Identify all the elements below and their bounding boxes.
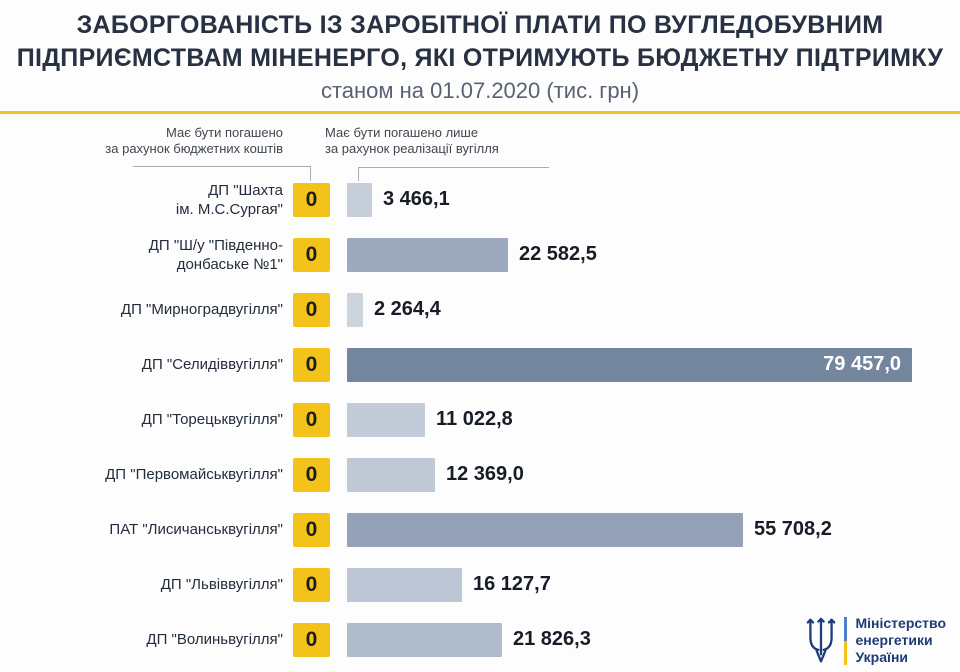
- chart-row: [0, 227, 960, 282]
- bar-container: [347, 348, 912, 382]
- column-header-coal: [325, 125, 499, 157]
- bar-container: [347, 403, 513, 437]
- logo-divider-yellow: [844, 641, 847, 665]
- column-header-coal-line1: Має бути погашено лише: [325, 125, 479, 140]
- debt-bar: [347, 238, 508, 272]
- budget-zero-badge: 0: [293, 458, 330, 492]
- budget-zero-badge: 0: [293, 568, 330, 602]
- bar-value-label: 11 022,8: [436, 408, 513, 430]
- chart-row: [0, 172, 960, 227]
- budget-zero-badge: 0: [293, 238, 330, 272]
- budget-zero-badge: 0: [293, 348, 330, 382]
- page-title-line2: ПІДПРИЄМСТВАМ МІНЕНЕРГО, ЯКІ ОТРИМУЮТЬ БЮДЖЕТНУ ПІДТРИМКУ: [16, 44, 944, 72]
- debt-bar: [347, 183, 372, 217]
- bar-value-label: 16 127,7: [473, 573, 551, 595]
- title-block: [0, 0, 960, 104]
- enterprise-label: ДП "Мирноградвугілля": [120, 301, 283, 318]
- bar-container: [347, 238, 597, 272]
- debt-bar: [347, 458, 435, 492]
- bar-value-label: 22 582,5: [519, 243, 597, 265]
- budget-zero-badge: 0: [293, 293, 330, 327]
- enterprise-label: ДП "Торецьквугілля": [141, 411, 283, 428]
- enterprise-label: ПАТ "Лисичанськвугілля": [109, 521, 283, 538]
- logo-text-line1: Міністерство: [855, 615, 946, 631]
- trident-icon: [806, 617, 836, 665]
- bar-value-label: 2 264,4: [374, 298, 441, 320]
- page-title-line1: ЗАБОРГОВАНІСТЬ ІЗ ЗАРОБІТНОЇ ПЛАТИ ПО ВУГЛЕДОБУВНИМ: [76, 11, 884, 39]
- chart-row: [0, 337, 960, 392]
- column-header-coal-line2: за рахунок реалізації вугілля: [325, 141, 499, 156]
- column-header-budget: [0, 125, 283, 157]
- chart-rows: [0, 172, 960, 667]
- debt-bar: [347, 348, 912, 382]
- bar-container: [347, 568, 551, 602]
- enterprise-label: ДП "Первомайськвугілля": [105, 466, 283, 483]
- enterprise-label: ДП "Львіввугілля": [160, 576, 283, 593]
- bar-container: [347, 293, 441, 327]
- bar-container: [347, 458, 524, 492]
- bar-value-label: 3 466,1: [383, 188, 450, 210]
- budget-zero-badge: 0: [293, 183, 330, 217]
- column-header-budget-line2: за рахунок бюджетних коштів: [105, 141, 283, 156]
- logo-divider: [844, 617, 847, 665]
- budget-zero-badge: 0: [293, 513, 330, 547]
- chart-row: [0, 502, 960, 557]
- bar-container: [347, 513, 832, 547]
- logo-text-line2: енергетики: [855, 632, 933, 648]
- page-subtitle: станом на 01.07.2020 (тис. грн): [320, 78, 640, 103]
- yellow-divider-rule: [0, 111, 960, 114]
- budget-zero-badge: 0: [293, 623, 330, 657]
- bar-value-label: 55 708,2: [754, 518, 832, 540]
- enterprise-label: ДП "Волиньвугілля": [146, 631, 283, 648]
- enterprise-label: ДП "Шахта ім. М.С.Сургая": [175, 181, 283, 218]
- bar-value-label: 21 826,3: [513, 628, 591, 650]
- bar-value-label: 12 369,0: [446, 463, 524, 485]
- debt-bar: [347, 623, 502, 657]
- logo-divider-blue: [844, 617, 847, 641]
- bar-value-label: 79 457,0: [823, 353, 901, 375]
- debt-bar: [347, 293, 363, 327]
- budget-zero-badge: 0: [293, 403, 330, 437]
- debt-bar: [347, 568, 462, 602]
- enterprise-label: ДП "Ш/у "Південно- донбаське №1": [148, 236, 283, 273]
- chart-row: [0, 557, 960, 612]
- enterprise-label: ДП "Селидіввугілля": [141, 356, 283, 373]
- debt-bar: [347, 403, 425, 437]
- debt-bar: [347, 513, 743, 547]
- ministry-logo: [806, 615, 947, 666]
- chart-row: [0, 282, 960, 337]
- chart-row: [0, 392, 960, 447]
- column-header-budget-line1: Має бути погашено: [166, 125, 283, 140]
- chart-row: [0, 447, 960, 502]
- ministry-logo-text: [856, 615, 947, 666]
- bar-container: [347, 623, 591, 657]
- logo-text-line3: України: [855, 649, 909, 665]
- bar-container: [347, 183, 450, 217]
